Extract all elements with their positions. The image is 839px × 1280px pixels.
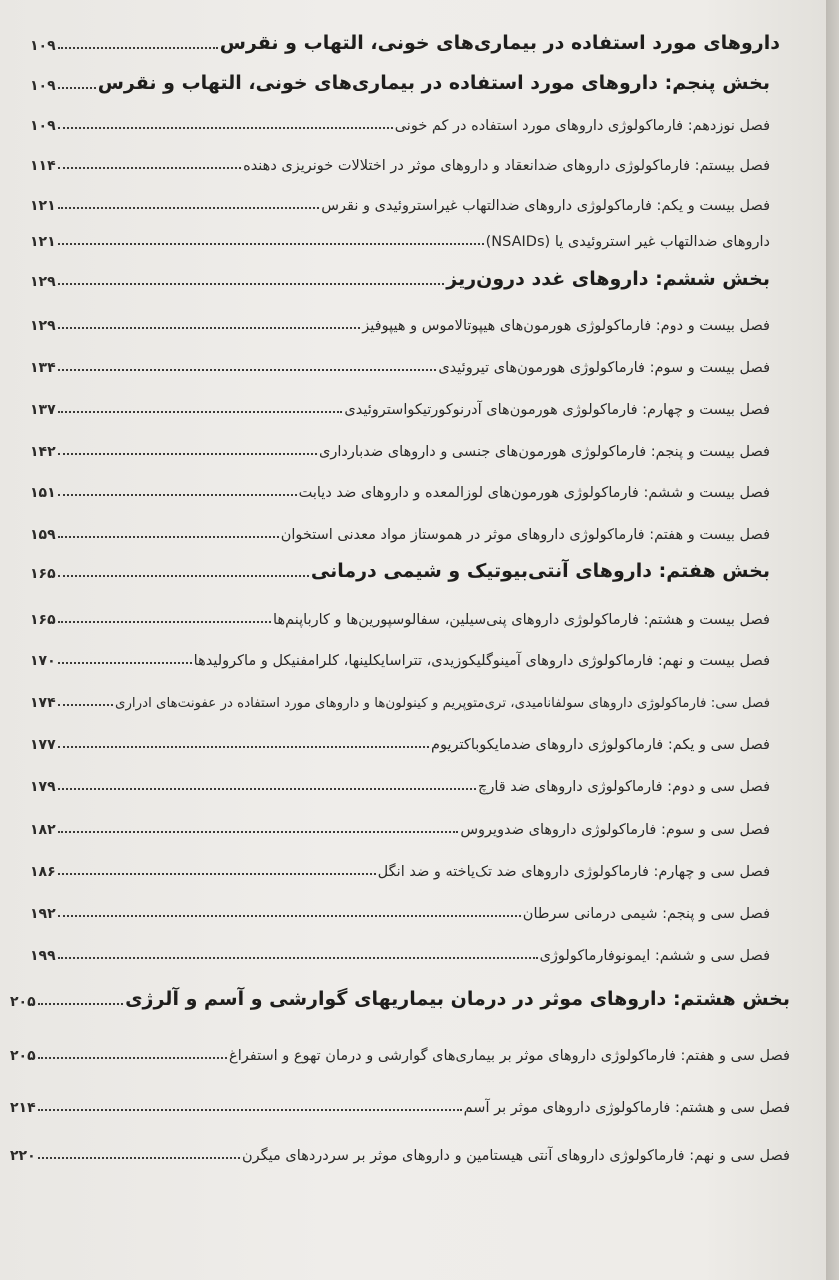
entry-text: فارماکولوژی داروهای مورد استفاده در کم خونی [394, 118, 684, 134]
dot-leader [58, 47, 218, 49]
entry-text: فارماکولوژی داروهای آمینوگلیکوزیدی، تتراسایکلینها، کلرامفنیکل و ماکرولیدها [193, 653, 654, 669]
entry-text: داروهای غدد درون‌ریز [446, 268, 649, 290]
entry-title [243, 158, 770, 174]
page-number: ۱۶۵ [30, 566, 56, 582]
entry-title [362, 318, 770, 334]
entry-prefix: فصل بیست و هشتم: [643, 612, 770, 628]
entry-prefix: فصل بیست و دوم: [655, 318, 770, 334]
page-number: ۱۰۹ [30, 38, 56, 54]
entry-title [281, 527, 770, 543]
page-number: ۱۷۴ [30, 695, 56, 711]
entry-title [460, 822, 770, 838]
entry-prefix: فصل بیست و هفتم: [649, 527, 770, 543]
entry-title [273, 612, 770, 628]
toc-entry-chapter-28 [30, 604, 770, 628]
page-number: ۲۰۵ [10, 994, 36, 1010]
dot-leader [58, 453, 317, 455]
entry-prefix: فصل سی و پنجم: [662, 906, 770, 922]
entry-prefix: بخش ششم: [655, 268, 770, 290]
dot-leader [58, 369, 437, 371]
entry-title [344, 402, 770, 418]
page-number: ۱۲۹ [30, 318, 56, 334]
page-number: ۲۰۵ [10, 1048, 36, 1064]
toc-entry-chapter-24 [30, 394, 770, 418]
entry-text: فارماکولوژی داروهای سولفانامیدی، تری‌متوپریم و کینولون‌ها و داروهای مورد استفاده در عفونت‌های ادراری [114, 696, 707, 711]
page-number: ۱۸۶ [30, 864, 56, 880]
entry-title [115, 696, 770, 711]
entry-prefix: فصل سی و هفتم: [680, 1048, 790, 1064]
dot-leader [38, 1109, 462, 1111]
toc-entry-chapter-19 [30, 110, 770, 134]
entry-prefix: فصل سی و یکم: [667, 737, 770, 753]
page-number: ۱۵۹ [30, 527, 56, 543]
entry-prefix: فصل بیست و پنجم: [650, 444, 770, 460]
entry-prefix: فصل بیست و یکم: [656, 198, 770, 214]
entry-text: فارماکولوژی داروهای ضد تک‌یاخته و ضد انگل [377, 864, 649, 880]
toc-entry-part-7 [30, 554, 770, 582]
entry-title [321, 198, 770, 214]
dot-leader [58, 167, 241, 169]
toc-entry-part5-continuation [30, 28, 780, 54]
entry-prefix: فصل سی: [710, 696, 770, 711]
page-edge [826, 0, 839, 1280]
entry-title [125, 988, 790, 1010]
entry-prefix: فصل نوزدهم: [687, 118, 770, 134]
page-number: ۱۹۲ [30, 906, 56, 922]
entry-text: فارماکولوژی داروهای ضدمایکوباکتریوم [431, 737, 664, 753]
page-number: ۱۷۷ [30, 737, 56, 753]
page-number: ۱۷۹ [30, 779, 56, 795]
toc-entry-chapter-21 [30, 190, 770, 214]
entry-title: داروهای مورد استفاده در بیماری‌های خونی، التهاب و نقرس [219, 32, 780, 54]
page-number: ۱۲۱ [30, 234, 56, 250]
entry-text: ایمونوفارماکولوژی [539, 948, 651, 964]
toc-entry-chapter-31 [30, 729, 770, 753]
toc-entry-chapter-33 [30, 814, 770, 838]
entry-prefix: فصل سی و هشتم: [674, 1100, 790, 1116]
page-number: ۱۶۵ [30, 612, 56, 628]
dot-leader [38, 1003, 124, 1005]
entry-text: فارماکولوژی داروهای پنی‌سیلین، سفالوسپورین‌ها و کارباپنم‌ها [273, 612, 639, 628]
entry-title [242, 1148, 790, 1164]
entry-prefix: فصل بیست و نهم: [657, 653, 770, 669]
page-number: ۱۸۲ [30, 822, 56, 838]
toc-entry-chapter-25 [30, 436, 770, 460]
dot-leader [58, 327, 361, 329]
entry-title [194, 653, 770, 669]
entry-title [446, 268, 770, 290]
entry-text: فارماکولوژی هورمون‌های هیپوتالاموس و هیپوفیز [362, 318, 652, 334]
dot-leader [58, 243, 484, 245]
toc-entry-chapter-20 [30, 150, 770, 174]
entry-prefix: فصل سی و نهم: [689, 1148, 790, 1164]
entry-title: داروهای ضدالتهاب غیر استروئیدی یا (NSAIDs) [485, 234, 770, 250]
entry-prefix: فصل بیست و ششم: [643, 485, 770, 501]
dot-leader [58, 283, 445, 285]
page-number: ۱۰۹ [30, 118, 56, 134]
entry-text: فارماکولوژی داروهای ضدانعقاد و داروهای موثر در اختلالات خونریزی دهنده [243, 158, 691, 174]
dot-leader [58, 411, 343, 413]
page-number: ۱۳۷ [30, 402, 56, 418]
toc-entry-part-6 [30, 262, 770, 290]
toc-entry-chapter-26 [30, 477, 770, 501]
entry-prefix: فصل سی و سوم: [660, 822, 770, 838]
entry-text: فارماکولوژی هورمون‌های تیروئیدی [438, 360, 645, 376]
dot-leader [58, 575, 309, 577]
entry-prefix: فصل سی و چهارم: [653, 864, 770, 880]
toc-entry-chapter-30 [30, 687, 770, 711]
page-number: ۱۰۹ [30, 78, 56, 94]
dot-leader [58, 915, 521, 917]
dot-leader [58, 662, 192, 664]
entry-text: شیمی درمانی سرطان [522, 906, 658, 922]
entry-text: فارماکولوژی داروهای آنتی هیستامین و داروهای موثر بر سردردهای میگرن [242, 1148, 685, 1164]
entry-title [378, 864, 770, 880]
entry-text: فارماکولوژی هورمون‌های آدرنوکورتیکواستروئیدی [344, 402, 638, 418]
entry-title [438, 360, 770, 376]
entry-prefix: فصل سی و دوم: [667, 779, 770, 795]
dot-leader [58, 788, 476, 790]
entry-text: داروهای آنتی‌بیوتیک و شیمی درمانی [310, 560, 652, 582]
entry-text: فارماکولوژی داروهای موثر بر آسم [463, 1100, 671, 1116]
toc-entry-chapter-34 [30, 856, 770, 880]
page-number: ۱۷۰ [30, 653, 56, 669]
entry-text: فارماکولوژی هورمون‌های جنسی و داروهای ضدبارداری [318, 444, 647, 460]
entry-title [98, 72, 770, 94]
toc-entry-chapter-35 [30, 898, 770, 922]
toc-entry-chapter-27 [30, 519, 770, 543]
dot-leader [58, 127, 393, 129]
dot-leader [58, 494, 297, 496]
dot-leader [58, 873, 376, 875]
toc-entry-nsaids [30, 226, 770, 250]
entry-title [311, 560, 770, 582]
entry-title [523, 906, 770, 922]
dot-leader [38, 1057, 227, 1059]
entry-text: داروهای موثر در درمان بیماریهای گوارشی و آسم و آلرژی [125, 988, 667, 1010]
entry-text: فارماکولوژی داروهای موثر در هموستاز مواد معدنی استخوان [280, 527, 645, 543]
page-number: ۱۴۲ [30, 444, 56, 460]
entry-prefix: فصل بیست و چهارم: [642, 402, 770, 418]
entry-title [464, 1100, 790, 1116]
dot-leader [58, 87, 96, 89]
page-number: ۱۲۱ [30, 198, 56, 214]
dot-leader [58, 831, 459, 833]
entry-title [478, 779, 770, 795]
dot-leader [58, 621, 271, 623]
toc-entry-part-5 [30, 66, 770, 94]
entry-text: فارماکولوژی هورمون‌های لوزالمعده و داروهای ضد دیابت [298, 485, 639, 501]
dot-leader [58, 536, 279, 538]
dot-leader [58, 746, 429, 748]
entry-prefix: بخش پنجم: [664, 72, 770, 94]
page-number: ۲۱۴ [10, 1100, 36, 1116]
toc-entry-chapter-29 [30, 645, 770, 669]
entry-text: داروهای مورد استفاده در بیماری‌های خونی، التهاب و نقرس [97, 72, 658, 94]
entry-title [229, 1048, 790, 1064]
entry-title [299, 485, 770, 501]
entry-text: فارماکولوژی داروهای ضد قارچ [477, 779, 663, 795]
dot-leader [58, 207, 320, 209]
entry-prefix: فصل سی و ششم: [654, 948, 770, 964]
toc-entry-chapter-38 [10, 1092, 790, 1116]
entry-prefix: بخش هشتم: [672, 988, 790, 1010]
entry-title [319, 444, 770, 460]
page-number: ۱۱۴ [30, 158, 56, 174]
toc-entry-chapter-32 [30, 771, 770, 795]
dot-leader [58, 704, 113, 706]
entry-prefix: فصل بیست و سوم: [649, 360, 770, 376]
entry-text: فارماکولوژی داروهای موثر بر بیماری‌های گوارشی و درمان تهوع و استفراغ [229, 1048, 676, 1064]
entry-prefix: بخش هفتم: [658, 560, 770, 582]
toc-entry-chapter-39 [10, 1140, 790, 1164]
entry-title [395, 118, 770, 134]
entry-text: فارماکولوژی داروهای ضدالتهاب غیراستروئیدی و نقرس [321, 198, 652, 214]
dot-leader [38, 1157, 240, 1159]
toc-entry-part-8 [10, 982, 790, 1010]
toc-entry-chapter-23 [30, 352, 770, 376]
page-number: ۱۲۹ [30, 274, 56, 290]
toc-entry-chapter-36 [30, 940, 770, 964]
page-number: ۱۳۴ [30, 360, 56, 376]
dot-leader [58, 957, 538, 959]
entry-text: فارماکولوژی داروهای ضدویروس [460, 822, 657, 838]
page-number: ۱۵۱ [30, 485, 56, 501]
toc-entry-chapter-22 [30, 310, 770, 334]
entry-title [431, 737, 770, 753]
toc-entry-chapter-37 [10, 1040, 790, 1064]
page-number: ۱۹۹ [30, 948, 56, 964]
entry-prefix: فصل بیستم: [694, 158, 770, 174]
entry-title [540, 948, 770, 964]
page-number: ۲۲۰ [10, 1148, 36, 1164]
